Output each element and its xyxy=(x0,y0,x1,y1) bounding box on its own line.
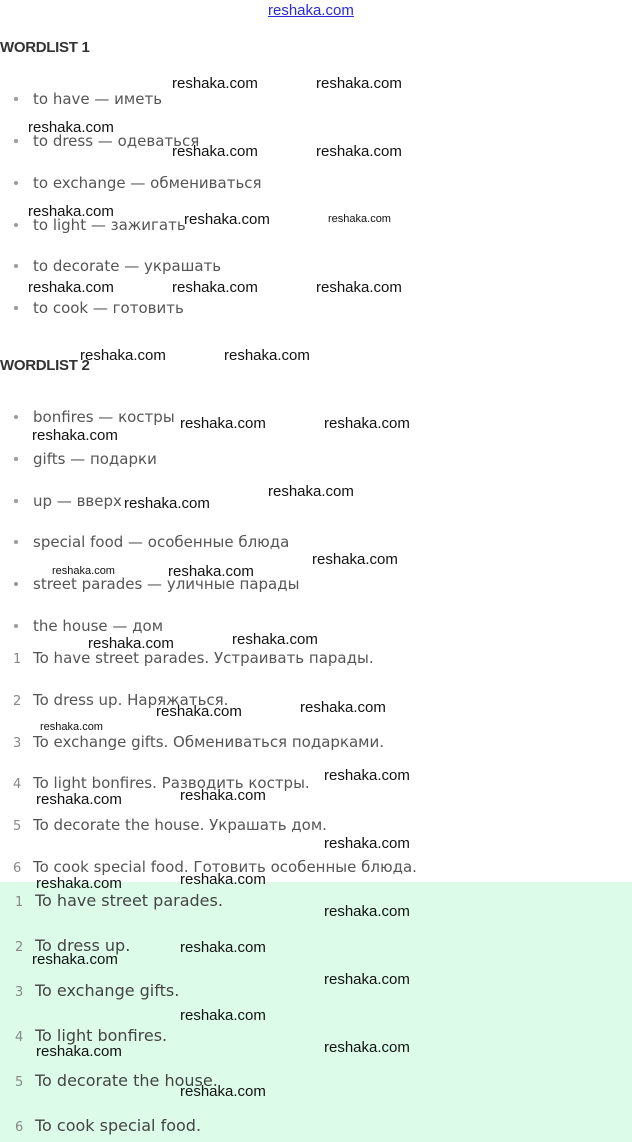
answer-number: 2 xyxy=(15,940,24,955)
watermark: reshaka.com xyxy=(32,951,118,968)
phrase-text: To light bonfires. Разводить костры. xyxy=(33,774,310,792)
answer-text: To cook special food. xyxy=(35,1116,202,1135)
list-item xyxy=(14,575,299,593)
answer-text: To exchange gifts. xyxy=(35,981,180,1000)
watermark: reshaka.com xyxy=(180,787,266,804)
list-item-text: gifts — подарки xyxy=(33,450,157,468)
wordlist-1-heading: WORDLIST 1 xyxy=(0,39,90,56)
watermark: reshaka.com xyxy=(324,415,410,432)
answer-row xyxy=(15,891,223,910)
watermark: reshaka.com xyxy=(80,347,166,364)
watermark: reshaka.com xyxy=(180,871,266,888)
watermark: reshaka.com xyxy=(180,415,266,432)
bullet-icon xyxy=(14,624,18,628)
phrase-row xyxy=(13,816,327,834)
watermark: reshaka.com xyxy=(224,347,310,364)
list-item xyxy=(14,90,162,108)
list-item-text: to exchange — обмениваться xyxy=(33,174,262,192)
answer-text: To dress up. xyxy=(35,936,131,955)
watermark: reshaka.com xyxy=(168,563,254,580)
list-item-text: up — вверх xyxy=(33,492,122,510)
list-item-text: bonfires — костры xyxy=(33,408,175,426)
list-item xyxy=(14,174,262,192)
watermark: reshaka.com xyxy=(40,721,103,733)
bullet-icon xyxy=(14,223,18,227)
watermark: reshaka.com xyxy=(316,279,402,296)
phrase-text: To have street parades. Устраивать парады. xyxy=(33,649,374,667)
bullet-icon xyxy=(14,499,18,503)
answer-number: 1 xyxy=(15,895,24,910)
watermark: reshaka.com xyxy=(316,75,402,92)
watermark: reshaka.com xyxy=(88,635,174,652)
watermark: reshaka.com xyxy=(180,1007,266,1024)
bullet-icon xyxy=(14,139,18,143)
phrase-row xyxy=(13,649,374,667)
watermark: reshaka.com xyxy=(300,699,386,716)
bullet-icon xyxy=(14,415,18,419)
watermark: reshaka.com xyxy=(324,767,410,784)
watermark: reshaka.com xyxy=(180,939,266,956)
list-item xyxy=(14,617,163,635)
answer-number: 3 xyxy=(15,985,24,1000)
list-item xyxy=(14,408,175,426)
phrase-text: To decorate the house. Украшать дом. xyxy=(33,816,327,834)
phrase-number: 6 xyxy=(13,861,22,876)
watermark: reshaka.com xyxy=(124,495,210,512)
watermark: reshaka.com xyxy=(184,211,270,228)
bullet-icon xyxy=(14,264,18,268)
list-item xyxy=(14,299,184,317)
list-item xyxy=(14,450,157,468)
list-item xyxy=(14,492,122,510)
answer-number: 4 xyxy=(15,1030,24,1045)
watermark: reshaka.com xyxy=(232,631,318,648)
watermark: reshaka.com xyxy=(156,703,242,720)
wordlist-2-heading: WORDLIST 2 xyxy=(0,357,90,374)
watermark: reshaka.com xyxy=(268,483,354,500)
list-item-text: the house — дом xyxy=(33,617,164,635)
list-item-text: to cook — готовить xyxy=(33,299,184,317)
watermark: reshaka.com xyxy=(36,791,122,808)
phrase-text: To cook special food. Готовить особенные блюда. xyxy=(33,858,417,876)
watermark: reshaka.com xyxy=(316,143,402,160)
list-item-text: to have — иметь xyxy=(33,90,163,108)
watermark: reshaka.com xyxy=(172,75,258,92)
watermark: reshaka.com xyxy=(172,143,258,160)
phrase-row xyxy=(13,733,384,751)
list-item-text: to light — зажигать xyxy=(33,216,186,234)
bullet-icon xyxy=(14,306,18,310)
watermark: reshaka.com xyxy=(36,875,122,892)
watermark: reshaka.com xyxy=(324,835,410,852)
list-item-text: special food — особенные блюда xyxy=(33,533,290,551)
watermark: reshaka.com xyxy=(324,1039,410,1056)
answer-text: To have street parades. xyxy=(35,891,223,910)
watermark: reshaka.com xyxy=(312,551,398,568)
watermark: reshaka.com xyxy=(32,427,118,444)
watermark: reshaka.com xyxy=(28,279,114,296)
phrase-text: To exchange gifts. Обмениваться подарками. xyxy=(33,733,385,751)
bullet-icon xyxy=(14,457,18,461)
watermark: reshaka.com xyxy=(28,119,114,136)
list-item xyxy=(14,257,221,275)
answer-text: To decorate the house. xyxy=(35,1071,218,1090)
answer-text: To light bonfires. xyxy=(35,1026,168,1045)
answer-row xyxy=(15,981,179,1000)
bullet-icon xyxy=(14,582,18,586)
list-item-text: to decorate — украшать xyxy=(33,257,222,275)
answer-box xyxy=(0,882,632,1142)
list-item-text: to dress — одеваться xyxy=(33,132,200,150)
bullet-icon xyxy=(14,181,18,185)
phrase-text: To dress up. Наряжаться. xyxy=(33,691,229,709)
phrase-number: 2 xyxy=(13,694,22,709)
watermark: reshaka.com xyxy=(172,279,258,296)
watermark: reshaka.com xyxy=(28,203,114,220)
answer-number: 6 xyxy=(15,1120,24,1135)
bullet-icon xyxy=(14,540,18,544)
site-link[interactable]: reshaka.com xyxy=(268,2,354,19)
watermark: reshaka.com xyxy=(180,1083,266,1100)
phrase-number: 5 xyxy=(13,819,22,834)
answer-row xyxy=(15,1116,201,1135)
list-item-text: street parades — уличные парады xyxy=(33,575,300,593)
bullet-icon xyxy=(14,97,18,101)
watermark: reshaka.com xyxy=(324,971,410,988)
watermark: reshaka.com xyxy=(36,1043,122,1060)
phrase-number: 4 xyxy=(13,777,22,792)
phrase-number: 1 xyxy=(13,652,22,667)
watermark: reshaka.com xyxy=(328,213,391,225)
phrase-number: 3 xyxy=(13,736,22,751)
watermark: reshaka.com xyxy=(324,903,410,920)
watermark: reshaka.com xyxy=(52,565,115,577)
answer-number: 5 xyxy=(15,1075,24,1090)
list-item xyxy=(14,533,289,551)
